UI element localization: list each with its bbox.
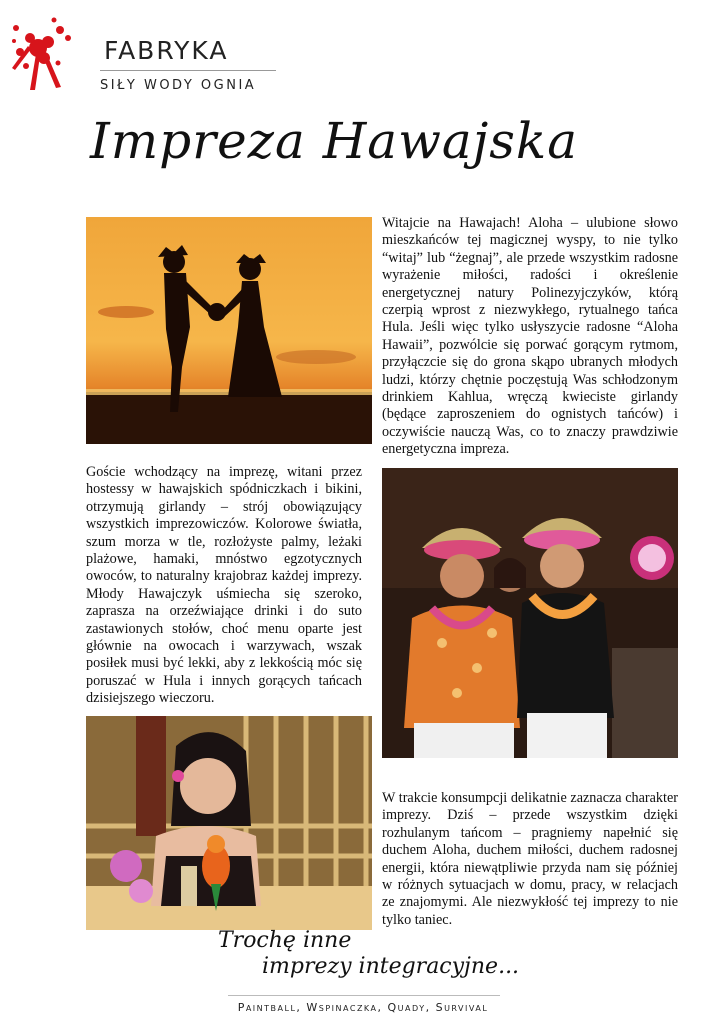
- closing-paragraph: W trakcie konsumpcji delikatnie zaznacza charakter imprezy. Dziś – przede wszystkim dzięki rozhulanym tańcom – pragniemy napełnić się duchem Aloha, duchem miłości, duchem radosnej energii, która niewątpliwie przyda nam się później w różnych sytuacjach w domu, pracy, w relacjach ze znajomymi. Ale niezwykłość tej imprezy to nie tylko taniec.: [382, 790, 678, 928]
- sunset-silhouette-photo: [86, 217, 372, 444]
- brand-name: FABRYKA: [104, 36, 229, 65]
- party-guests-photo: [382, 468, 678, 758]
- brand-logo: [8, 8, 278, 98]
- footer-activities: Paintball, Wspinaczka, Quady, Survival: [237, 1001, 489, 1014]
- logo-divider: [100, 70, 276, 71]
- page-title: Impreza Hawajska: [90, 112, 578, 170]
- paint-splatter-icon: [8, 8, 78, 93]
- footer-divider: [228, 995, 500, 996]
- intro-paragraph: Witajcie na Hawajach! Aloha – ulubione słowo mieszkańców tej magicznej wyspy, to nie tylko “witaj” lub “żegnaj”, ale przede wszystkim radosne wyrażenie miłości, radości i określenie energetycznej natury Polinezyjczyków, którą czerpią wprost z niezwykłego, rytualnego tańca Hula. Jeśli więc tylko usłyszycie radosne “Aloha Hawaii”, pozwólcie się porwać gorącym rytmom, przyłączcie się do grona skąpo ubranych młodych ludzi, którzy chętnie poczęstują Was schłodzonym drinkiem Kahlua, wręczą kwieciste girlandy (będące zaproszeniem do ognistych tańców) i oczywiście nauczą Was, co to znaczy prawdziwie energetyczna impreza.: [382, 215, 678, 458]
- brand-tagline: SIŁY WODY OGNIA: [100, 78, 257, 93]
- woman-with-drink-photo: [86, 716, 372, 930]
- slogan-line-1: Trochę inne: [218, 928, 352, 953]
- slogan-line-2: imprezy integracyjne...: [262, 954, 520, 979]
- guests-paragraph: Goście wchodzący na imprezę, witani przez hostessy w hawajskich spódniczkach i bikini, otrzymują girlandy – strój obowiązujący wszystkich imprezowiczów. Kolorowe światła, szum morza w tle, rozłożyste palmy, leżaki plażowe, hamaki, mnóstwo egzotycznych owoców, to naturalny krajobraz każdej imprezy. Młody Hawajczyk uśmiecha się szeroko, zaprasza na orzeźwiające drinki i do suto zastawionych stołów, choć menu oparte jest głównie na owocach i warzywach, wszak posiłek musi być lekki, aby z lekkością móc się poruszać w Hula i innych gorących tańcach dzisiejszego wieczoru.: [86, 464, 362, 707]
